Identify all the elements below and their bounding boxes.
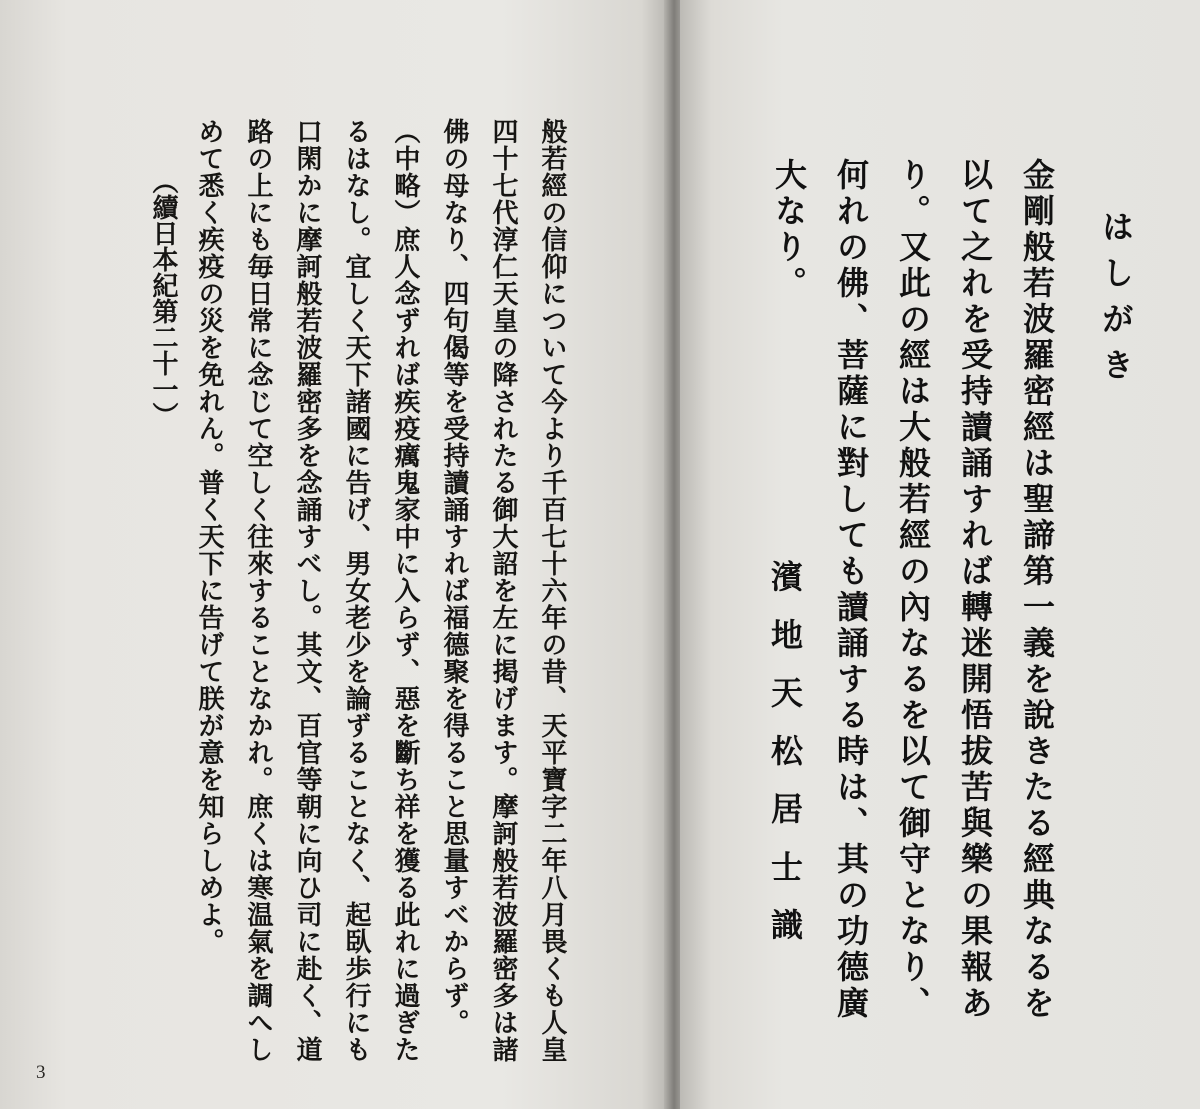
sutra-body-text <box>184 118 576 1063</box>
author-signature: 濱地天松居士識 <box>766 560 804 966</box>
preface-heading: はしがき <box>1097 210 1135 394</box>
citation: （續日本紀第二十一） <box>148 168 178 428</box>
right-page <box>680 0 1200 1109</box>
page-number: 3 <box>36 1062 46 1083</box>
preface-paragraph: 金剛般若波羅密經は聖諦第一義を說きたる經典なるを以て之れを受持讀誦すれば轉迷開悟拔苦與樂の果報あり。又此の經は大般若經の內なるを以て御守となり、何れの佛、菩薩に對しても讀誦する時は、其の功德廣大なり。 <box>770 158 1056 1022</box>
sutra-body-paragraph: 般若經の信仰について今より千百七十六年の昔、天平寶字二年八月畏くも人皇四十七代淳仁天皇の降されたる御大詔を左に掲げます。摩訶般若波羅密多は諸佛の母なり、四句偈等を受持讀誦すれば福德聚を得ること思量すべからず。（中略）庶人念ずれば疾疫癘鬼家中に入らず、惡を斷ち祥を獲る此れに過ぎたるはなし。宜しく天下諸國に告げ、男女老少を論ずることなく、起臥歩行にも口閑かに摩訶般若波羅密多を念誦すべし。其文、百官等朝に向ひ司に赴く、道路の上にも毎日常に念じて空しく往來することなかれ。庶くは寒温氣を調へしめて悉く疾疫の災を免れん。普く天下に告げて朕が意を知らしめよ。 <box>194 118 567 1063</box>
